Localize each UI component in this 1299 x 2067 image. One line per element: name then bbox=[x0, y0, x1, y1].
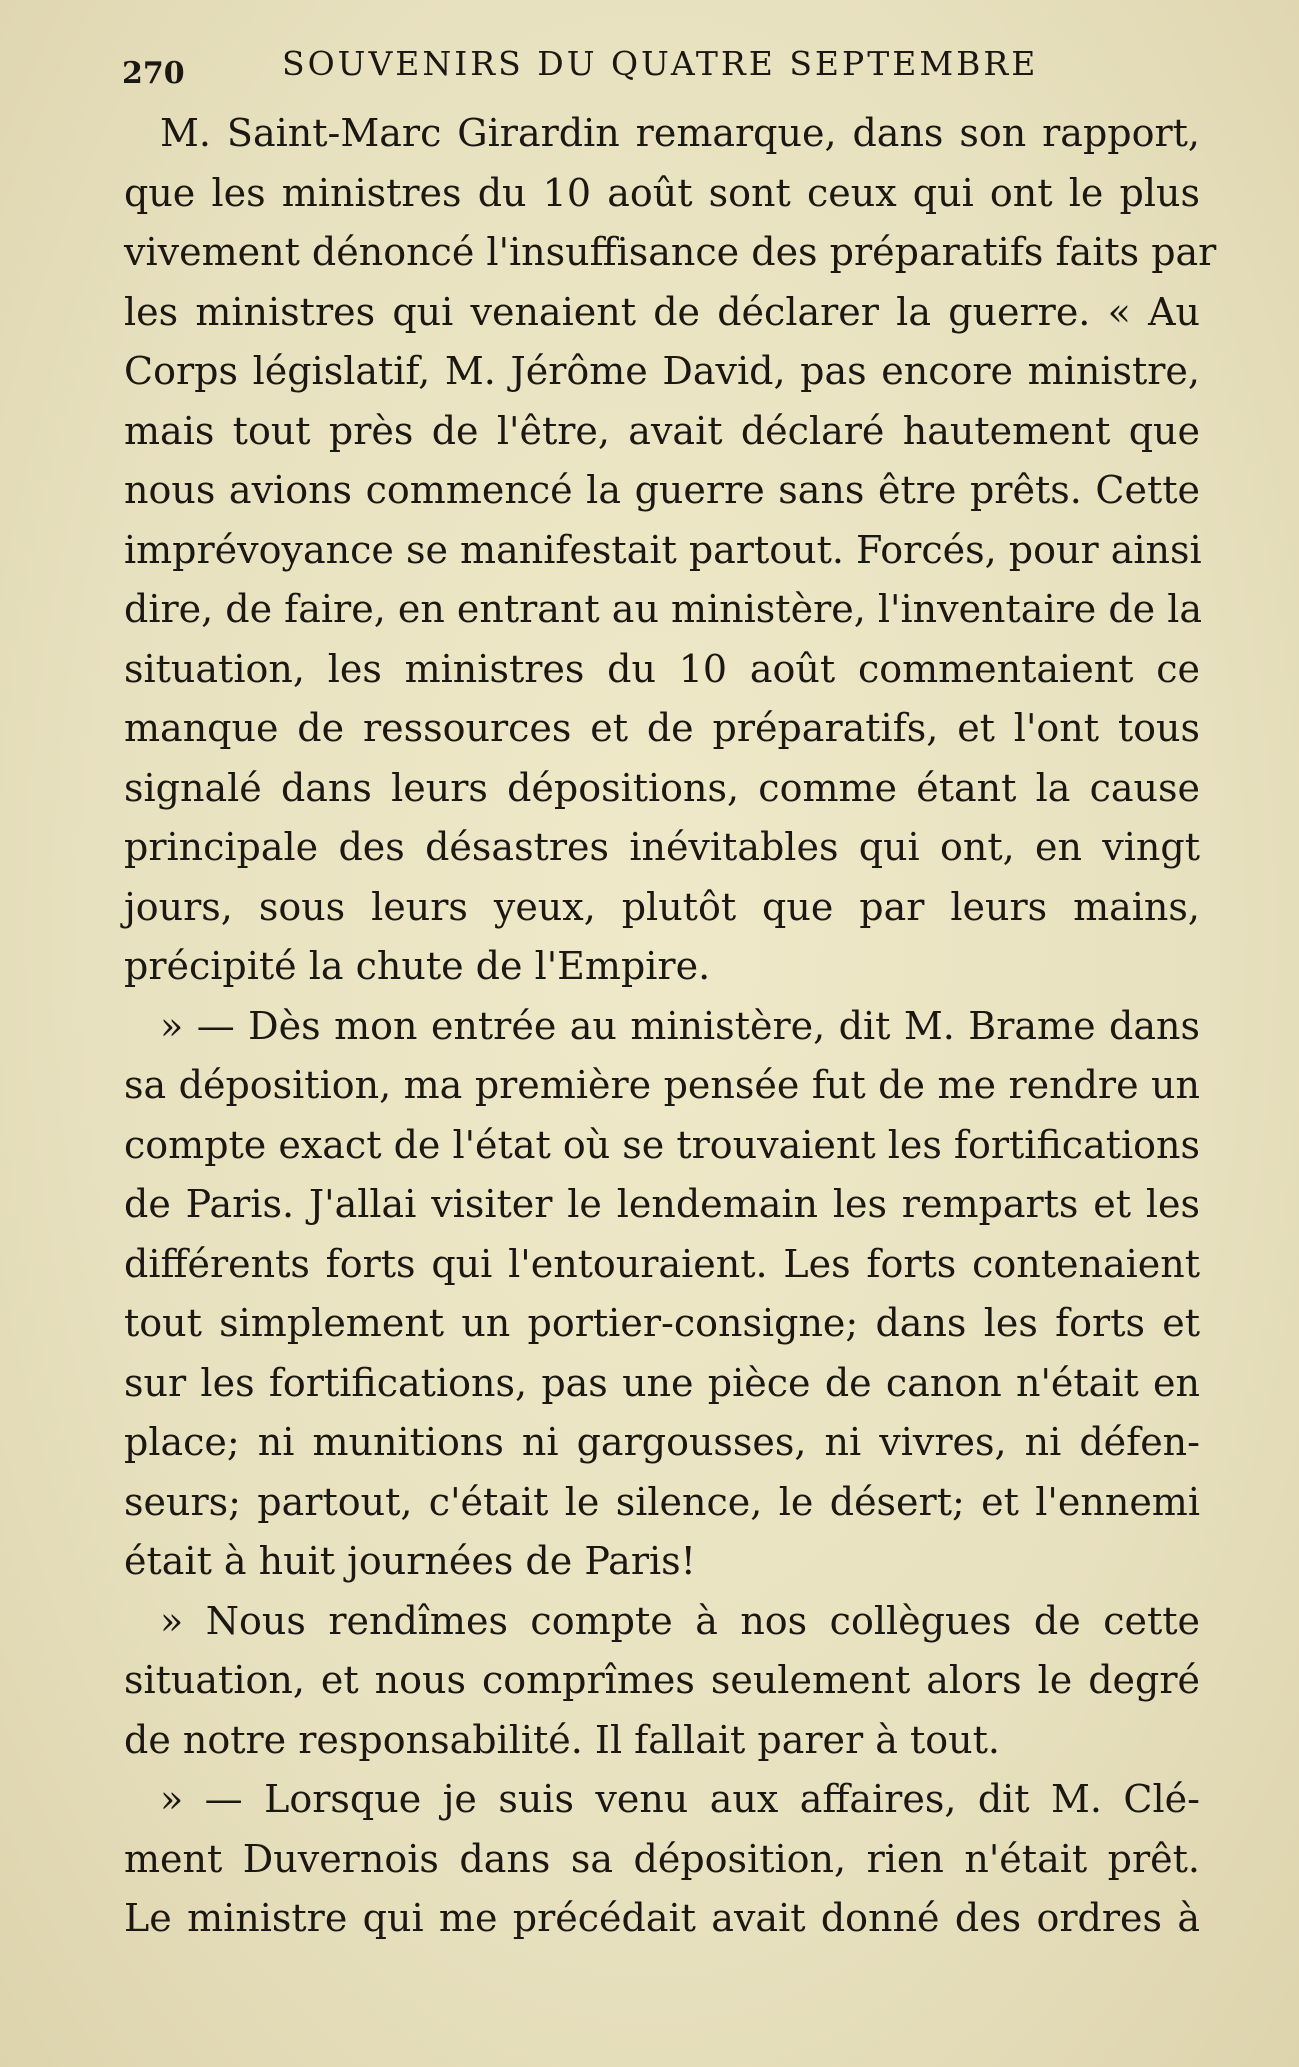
paragraph-4 bbox=[124, 1770, 1200, 1949]
body-text bbox=[124, 104, 1217, 1949]
text-line: dire, de faire, en entrant au ministère, l'inventaire de la bbox=[124, 587, 1203, 631]
text-line: Corps législatif, M. Jérôme David, pas encore ministre, bbox=[124, 349, 1200, 393]
paragraph-1 bbox=[124, 104, 1217, 997]
text-line: signalé dans leurs dépositions, comme étant la cause bbox=[124, 765, 1200, 810]
text-line: sa déposition, ma première pensée fut de me rendre un bbox=[124, 1063, 1200, 1107]
text-line: principale des désastres inévitables qui ont, en vingt bbox=[124, 825, 1200, 869]
text-line: imprévoyance se manifestait partout. Forcés, pour ainsi bbox=[124, 527, 1202, 572]
text-line: nous avions commencé la guerre sans être prêts. Cette bbox=[124, 468, 1200, 512]
text-line: que les ministres du 10 août sont ceux qui ont le plus bbox=[124, 170, 1200, 215]
page-header bbox=[122, 38, 1242, 94]
running-title: SOUVENIRS DU QUATRE SEPTEMBRE bbox=[282, 44, 1039, 83]
text-line: compte exact de l'état où se trouvaient les fortifications bbox=[124, 1122, 1201, 1167]
text-line: manque de ressources et de préparatifs, et l'ont tous bbox=[124, 706, 1200, 750]
paragraph-2 bbox=[124, 997, 1200, 1592]
text-line: de Paris. J'allai visiter le lendemain les remparts et les bbox=[124, 1182, 1200, 1226]
text-line: de notre responsabilité. Il fallait parer à tout. bbox=[124, 1717, 1000, 1762]
text-line: les ministres qui venaient de déclarer la guerre. « Au bbox=[124, 289, 1200, 334]
paragraph-3 bbox=[124, 1592, 1200, 1771]
text-line: était à huit journées de Paris! bbox=[124, 1539, 696, 1583]
text-line: place; ni munitions ni gargousses, ni vivres, ni défen- bbox=[124, 1420, 1200, 1464]
text-line: précipité la chute de l'Empire. bbox=[124, 944, 711, 988]
text-line: situation, et nous comprîmes seulement alors le degré bbox=[124, 1658, 1200, 1702]
text-line: seurs; partout, c'était le silence, le désert; et l'ennemi bbox=[124, 1479, 1200, 1524]
text-line: tout simplement un portier-consigne; dans les forts et bbox=[124, 1301, 1200, 1345]
text-line: jours, sous leurs yeux, plutôt que par leurs mains, bbox=[124, 884, 1200, 929]
text-line: » Nous rendîmes compte à nos collègues de cette bbox=[160, 1598, 1200, 1643]
page-number: 270 bbox=[122, 56, 185, 91]
text-line: » — Lorsque je suis venu aux affaires, dit M. Clé- bbox=[160, 1777, 1200, 1821]
text-line: ment Duvernois dans sa déposition, rien n'était prêt. bbox=[124, 1836, 1200, 1881]
text-line: Le ministre qui me précédait avait donné des ordres à bbox=[124, 1896, 1200, 1940]
text-line: M. Saint-Marc Girardin remarque, dans son rapport, bbox=[160, 111, 1200, 155]
text-line: situation, les ministres du 10 août commentaient ce bbox=[124, 646, 1200, 691]
text-line: mais tout près de l'être, avait déclaré hautement que bbox=[124, 408, 1200, 453]
text-line: sur les fortifications, pas une pièce de canon n'était en bbox=[124, 1360, 1200, 1405]
text-line: vivement dénoncé l'insuffisance des préparatifs faits par bbox=[124, 230, 1217, 274]
text-line: différents forts qui l'entouraient. Les forts contenaient bbox=[124, 1241, 1200, 1286]
text-line: » — Dès mon entrée au ministère, dit M. Brame dans bbox=[160, 1003, 1200, 1048]
